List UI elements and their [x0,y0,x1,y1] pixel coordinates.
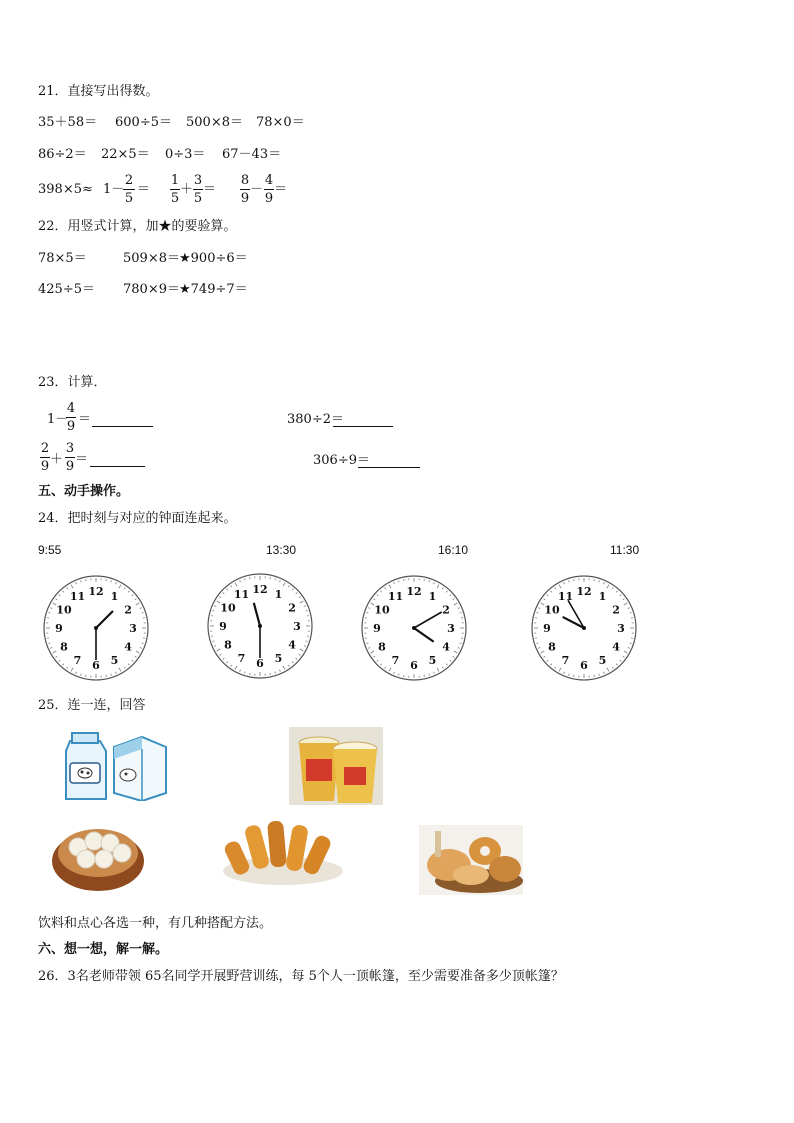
clock-number: 4 [124,640,132,654]
clock-number: 1 [598,589,607,603]
time-label: 13:30 [266,543,297,557]
clock-number: 5 [110,654,119,668]
q23-item: ＝ [78,412,92,427]
clock-face[interactable] [529,573,639,683]
fraction: 1 5 [170,173,180,206]
clock-number: 10 [220,601,236,615]
answer-blank[interactable] [358,467,420,468]
q21-item: 0÷3＝ [165,147,206,162]
clock-number: 1 [274,587,283,601]
answer-blank[interactable] [90,466,145,467]
q21-item: 398×5≈ [38,182,93,197]
clock-number: 5 [598,654,607,668]
clock-number: 7 [391,654,400,668]
fraction: 3 5 [193,173,203,206]
clock-number: 9 [373,622,381,635]
q21-item: － [250,182,264,197]
clock-number: 5 [274,652,283,666]
q21-item: 600÷5＝ [115,115,172,130]
q22-item: ★900÷6＝ [179,251,248,266]
clock-number: 2 [124,603,132,617]
fraction: 4 9 [66,401,76,434]
clock-number: 8 [378,640,386,654]
section-heading: 六、想一想，解一解。 [38,942,169,957]
fried-dough-sticks-image [219,811,345,891]
clock-number: 9 [543,622,551,635]
clock-center [582,626,586,630]
clock-number: 2 [612,603,620,617]
soy-milk-cups-image [289,727,383,805]
time-label: 9:55 [38,543,62,557]
q22-item: ★749÷7＝ [179,282,248,297]
q23-item: ＋ [50,452,64,467]
clock-face[interactable] [41,573,151,683]
clock-number: 9 [55,622,63,635]
clock-number: 10 [544,603,560,617]
q21-item: 35＋58＝ [38,115,98,130]
q21-item: 86÷2＝ [38,147,87,162]
clock-number: 11 [233,587,250,601]
q23-item: 380÷2＝ [287,412,344,427]
clock-number: 12 [88,585,104,598]
q26-text: 26．3名老师带领 65名同学开展野营训练，每 5个人一顶帐篷，至少需要准备多少顶帐篷？ [38,969,564,984]
milk-carton-image [62,729,172,801]
clock-number: 7 [561,654,570,668]
clock-number: 9 [219,620,227,633]
clock-number: 12 [576,585,592,598]
clock-number: 8 [224,638,232,652]
q21-item: 78×0＝ [256,115,305,130]
q23-item: ＝ [75,452,89,467]
q25-title: 25．连一连，回答 [38,698,146,713]
q25-question: 饮料和点心各选一种，有几种搭配方法。 [38,916,273,931]
clock-number: 2 [442,603,450,617]
clock-number: 3 [617,622,625,635]
q24-title: 24．把时刻与对应的钟面连起来。 [38,511,237,526]
q22-item: 780×9＝ [123,282,180,297]
q23-item: 306÷9＝ [313,453,370,468]
clock-face[interactable] [359,573,469,683]
clock-number: 11 [69,589,86,603]
q21-item: ＋ [180,182,194,197]
q23-item: 1－ [47,412,69,427]
clock-center [94,626,98,630]
fraction: 8 9 [240,173,250,206]
q21-item: 67－43＝ [222,147,282,162]
answer-blank[interactable] [333,426,393,427]
clock-number: 4 [442,640,450,654]
clock-face[interactable] [205,571,315,681]
q21-item: 500×8＝ [186,115,243,130]
clock-number: 10 [56,603,72,617]
clock-number: 7 [73,654,82,668]
fraction: 2 9 [40,441,50,474]
q21-item: ＝ [203,182,217,197]
clock-number: 11 [557,589,574,603]
clock-number: 4 [288,638,296,652]
fraction: 3 9 [65,441,75,474]
fraction: 2 5 [124,173,134,206]
clock-number: 11 [387,589,404,603]
time-label: 11:30 [610,543,640,557]
answer-blank[interactable] [92,426,153,427]
q22-item: 78×5＝ [38,251,87,266]
clock-number: 6 [410,659,418,672]
section-heading: 五、动手操作。 [38,484,130,499]
bread-image [419,825,523,895]
clock-number: 8 [60,640,68,654]
clock-center [412,626,416,630]
fraction: 4 9 [264,173,274,206]
q21-item: ＝ [274,182,288,197]
clock-number: 3 [293,620,301,633]
clock-number: 6 [580,659,588,672]
q22-item: 425÷5＝ [38,282,95,297]
clock-number: 12 [252,583,268,596]
clock-number: 3 [447,622,455,635]
q21-item: ＝ [137,182,151,197]
clock-number: 6 [256,657,264,670]
clock-number: 12 [406,585,422,598]
q22-title: 22．用竖式计算，加★的要验算。 [38,219,237,234]
clock-center [258,624,262,628]
clock-number: 7 [237,652,246,666]
clock-number: 1 [428,589,437,603]
clock-number: 10 [374,603,390,617]
clock-number: 4 [612,640,620,654]
q21-item: 22×5＝ [101,147,150,162]
q21-item: 1－ [103,182,125,197]
clock-number: 6 [92,659,100,672]
q22-item: 509×8＝ [123,251,180,266]
clock-number: 3 [129,622,137,635]
clock-number: 2 [288,601,296,615]
q23-title: 23．计算． [38,375,107,390]
clock-number: 5 [428,654,437,668]
q21-title: 21．直接写出得数。 [38,84,159,99]
clock-number: 1 [110,589,119,603]
clock-number: 8 [548,640,556,654]
steamed-buns-image [50,813,146,893]
time-label: 16:10 [438,543,469,557]
